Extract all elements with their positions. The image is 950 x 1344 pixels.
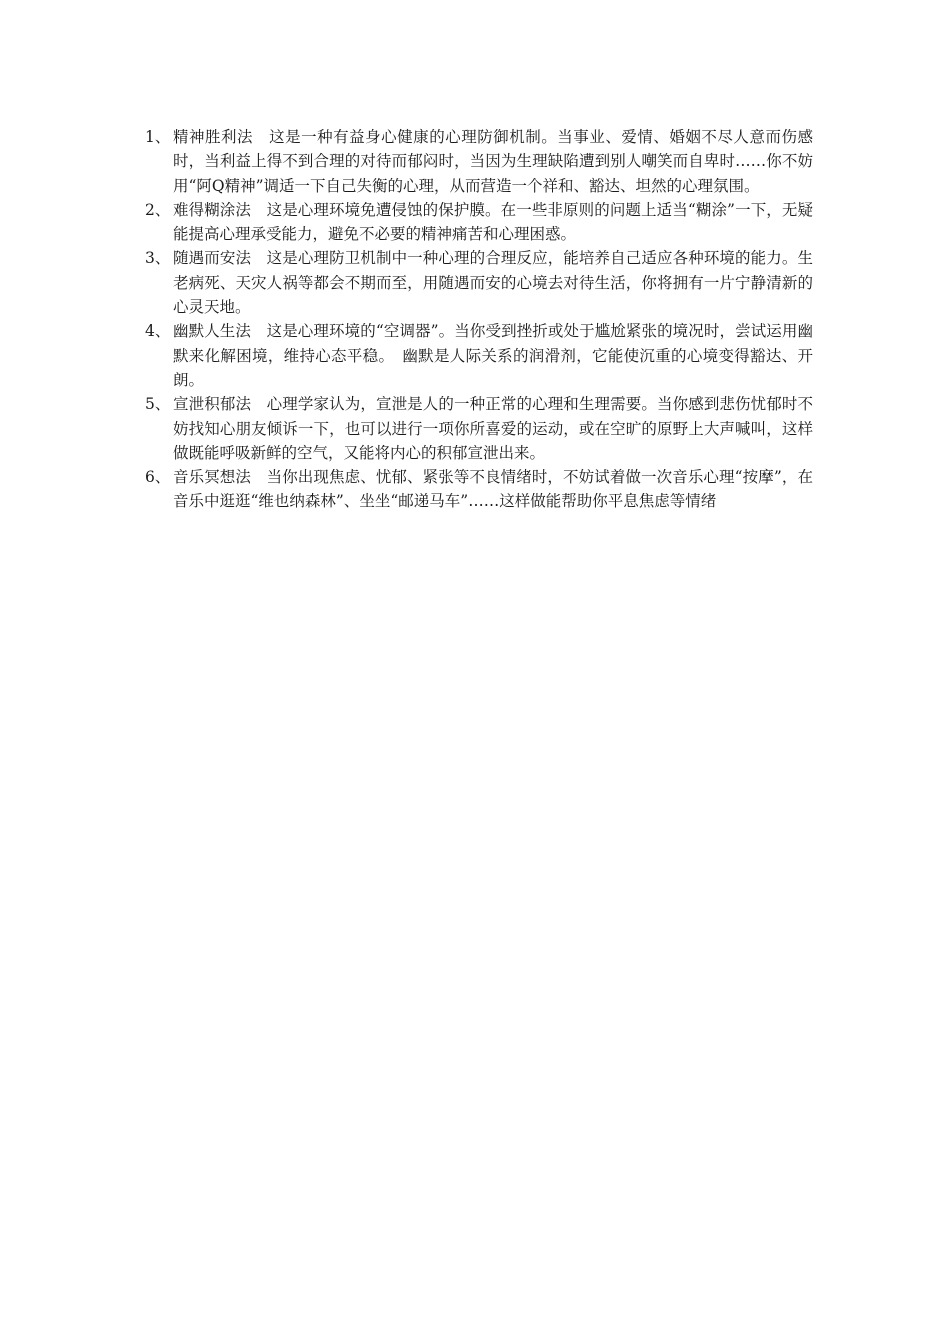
list-item-number: 4、 xyxy=(145,322,171,341)
list-item-text: 音乐冥想法 当你出现焦虑、忧郁、紧张等不良情绪时，不妨试着做一次音乐心理“按摩”，在音乐中逛逛“维也纳森林”、坐坐“邮递马车”……这样做能帮助你平息焦虑等情绪 xyxy=(173,468,813,511)
list-item-text: 精神胜利法 这是一种有益身心健康的心理防御机制。当事业、爱情、婚姻不尽人意而伤感时，当利益上得不到合理的对待而郁闷时，当因为生理缺陷遭到别人嘲笑而自卑时……你不妨用“阿Q精神”调适一下自己失衡的心理，从而营造一个祥和、豁达、坦然的心理氛围。 xyxy=(173,128,813,195)
list-item-text: 幽默人生法 这是心理环境的“空调器”。当你受到挫折或处于尴尬紧张的境况时，尝试运用幽默来化解困境，维持心态平稳。 幽默是人际关系的润滑剂，它能使沉重的心境变得豁达、开朗。 xyxy=(173,322,813,389)
list-item xyxy=(145,465,813,514)
list-item-text: 随遇而安法 这是心理防卫机制中一种心理的合理反应，能培养自己适应各种环境的能力。生老病死、天灾人祸等都会不期而至，用随遇而安的心境去对待生活，你将拥有一片宁静清新的心灵天地。 xyxy=(173,249,813,317)
list-item-number: 5、 xyxy=(145,395,171,414)
list-item-number: 1、 xyxy=(145,128,171,146)
list-item-number: 6、 xyxy=(145,468,171,487)
numbered-list xyxy=(145,125,813,514)
list-item xyxy=(145,246,813,319)
list-item xyxy=(145,198,813,247)
list-item xyxy=(145,125,813,198)
list-item xyxy=(145,319,813,392)
list-item-number: 3、 xyxy=(145,249,171,268)
list-item-text: 难得糊涂法 这是心理环境免遭侵蚀的保护膜。在一些非原则的问题上适当“糊涂”一下，无疑能提高心理承受能力，避免不必要的精神痛苦和心理困惑。 xyxy=(173,200,813,244)
list-item xyxy=(145,392,813,465)
list-item-number: 2、 xyxy=(145,200,171,219)
list-item-text: 宣泄积郁法 心理学家认为，宣泄是人的一种正常的心理和生理需要。当你感到悲伤忧郁时不妨找知心朋友倾诉一下，也可以进行一项你所喜爱的运动，或在空旷的原野上大声喊叫，这样做既能呼吸新鲜的空气，又能将内心的积郁宣泄出来。 xyxy=(173,395,813,462)
